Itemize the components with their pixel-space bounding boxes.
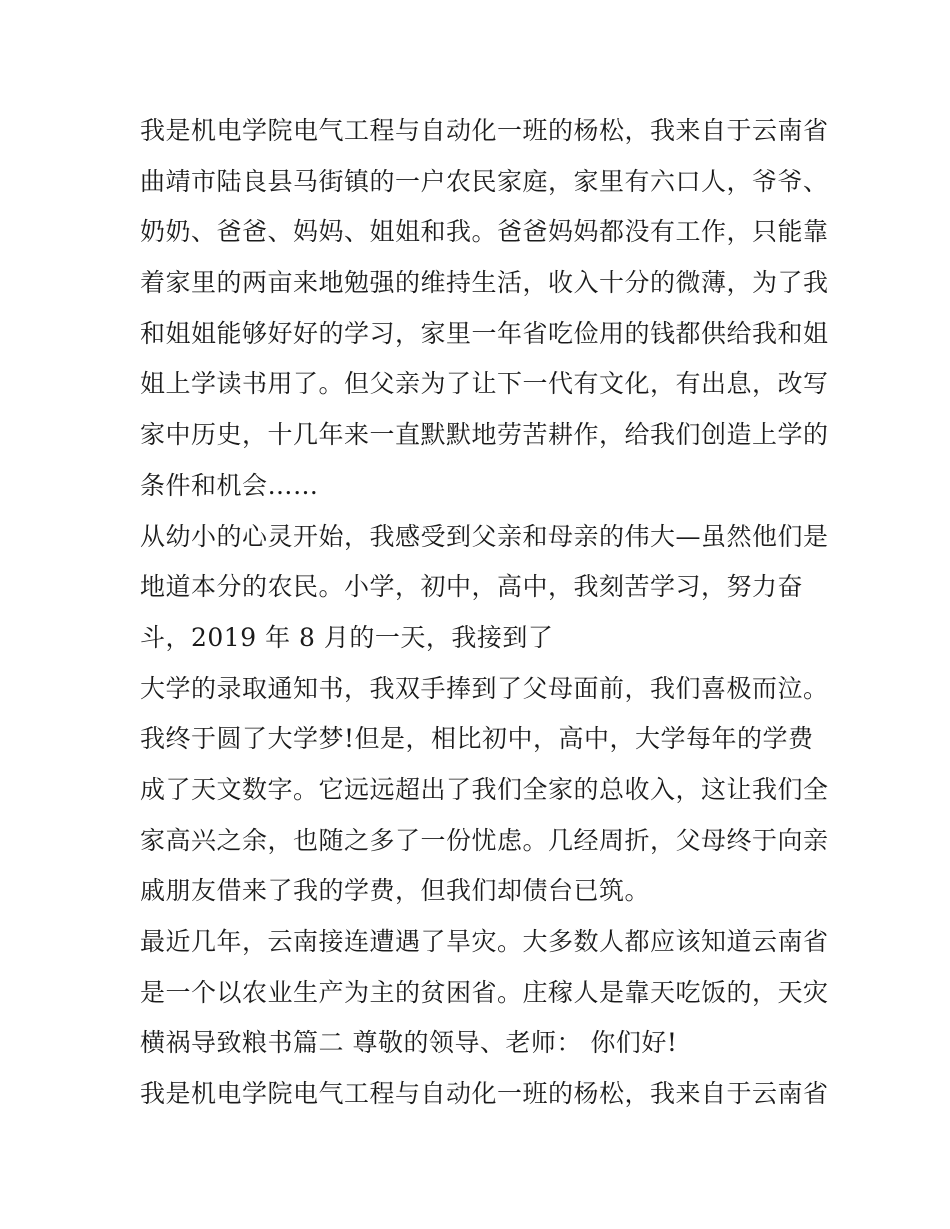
text-line: 是一个以农业生产为主的贫困省。庄稼人是靠天吃饭的，天灾 (140, 977, 829, 1007)
text-line: 从幼小的心灵开始，我感受到父亲和母亲的伟大—虽然他们是 (140, 521, 829, 551)
text-line: 家中历史，十几年来一直默默地劳苦耕作，给我们创造上学的 (140, 420, 829, 450)
text-line: 地道本分的农民。小学，初中，高中，我刻苦学习，努力奋 (140, 572, 804, 602)
text-line: 和姐姐能够好好的学习，家里一年省吃俭用的钱都供给我和姐 (140, 318, 829, 348)
text-line: 我终于圆了大学梦!但是，相比初中，高中，大学每年的学费 (140, 724, 814, 754)
text-line: 横祸导致粮书篇二 尊敬的领导、老师： 你们好! (140, 1028, 678, 1058)
text-line: 我是机电学院电气工程与自动化一班的杨松，我来自于云南省 (140, 1079, 829, 1109)
text-line: 最近几年，云南接连遭遇了旱灾。大多数人都应该知道云南省 (140, 927, 829, 956)
text-line: 我是机电学院电气工程与自动化一班的杨松，我来自于云南省 (140, 116, 829, 145)
text-line: 家高兴之余，也随之多了一份忧虑。几经周折，父母终于向亲 (140, 825, 829, 855)
document-body (140, 106, 829, 1120)
text-line: 奶奶、爸爸、妈妈、姐姐和我。爸爸妈妈都没有工作，只能靠 (140, 217, 829, 247)
text-line: 着家里的两亩来地勉强的维持生活，收入十分的微薄，为了我 (140, 268, 829, 298)
text-line: 大学的录取通知书，我双手捧到了父母面前，我们喜极而泣。 (140, 673, 829, 703)
text-line: 戚朋友借来了我的学费，但我们却债台已筑。 (140, 876, 651, 906)
text-line: 成了天文数字。它远远超出了我们全家的总收入，这让我们全 (140, 774, 829, 804)
text-line: 斗，2019 年 8 月的一天，我接到了 (140, 622, 554, 652)
text-line: 姐上学读书用了。但父亲为了让下一代有文化，有出息，改写 (140, 369, 829, 399)
text-line: 条件和机会…… (140, 470, 319, 500)
text-line: 曲靖市陆良县马街镇的一户农民家庭，家里有六口人，爷爷、 (140, 166, 829, 196)
